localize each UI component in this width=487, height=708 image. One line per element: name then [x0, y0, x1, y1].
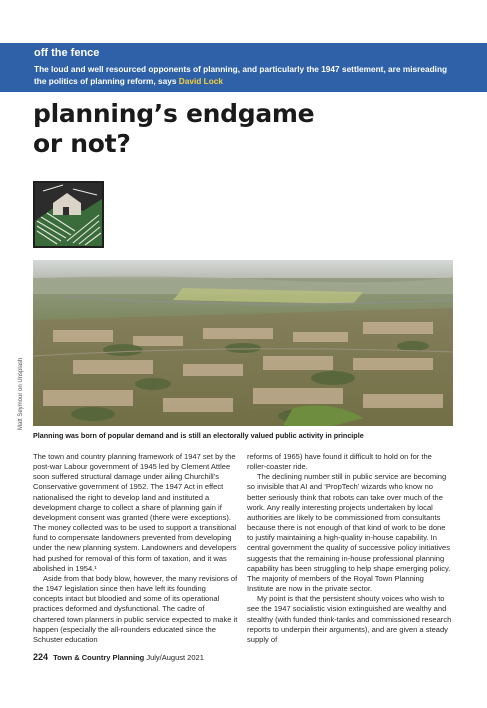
author-name: David Lock: [178, 76, 224, 86]
section-banner: [0, 43, 487, 92]
aerial-town-photo: [33, 260, 453, 426]
article-headline: [33, 99, 314, 159]
page-number: 224: [33, 652, 49, 662]
issue-date: July/August 2021: [146, 653, 204, 662]
paragraph: reforms of 1965) have found it difficult to hold on for the roller-coaster ride.: [247, 452, 432, 472]
body-column-left: [33, 452, 238, 645]
page-footer: [33, 652, 204, 662]
standfirst-text: The loud and well resourced opponents of planning, and particularly the 1947 settlement, are misreading the politics of planning reform, says: [34, 64, 448, 86]
standfirst: [34, 63, 454, 87]
photo-credit: Matt Seymour on Unsplash: [18, 357, 24, 430]
photo-caption: Planning was born of popular demand and is still an electorally valued public activity in principle: [33, 431, 364, 440]
body-column-right: [247, 452, 452, 645]
paragraph: The town and country planning framework of 1947 set by the post-war Labour government of 1945 led by Clement Attlee soon suffered structural damage under ailing Churchill’s Conservative government of 1952. The 1947 Act in effect nationalised the right to develop land and instituted a development charge to collect a share of planning gain if development consent was granted (there were exceptions). The money collected was to be used to support a transitional fund to compensate landowners prevented from developing under the new planning system. Landowners and developers had pushed for removal of this form of taxation, and it was abolished in 1954.¹: [33, 452, 237, 573]
paragraph: The declining number still in public service are becoming so invisible that AI and ‘PropTech’ wizards who know no better seriously think that robots can take over much of the work. Any really interesting projects undertaken by local authorities are likely to be commissioned from consultants because there is not enough of that kind of work to be done to justify maintaining a high-quality in-house capability. In central government the quality of successive policy initiatives suggests that the remaining in-house professional planning capability has been struggling to help shape emerging policy. The majority of members of the Royal Town Planning Institute are now in the private sector.: [247, 472, 451, 594]
headline-line-1: planning’s endgame: [33, 99, 315, 128]
section-kicker: off the fence: [34, 47, 100, 59]
headline-line-2: or not?: [33, 129, 131, 158]
paragraph: Aside from that body blow, however, the many revisions of the 1947 legislation since then have left its founding concepts intact but bloodied and some of its operational practices deformed and dysfunctional. The cadre of chartered town planners in public service expected to make it happen (especially the all-rounders educated since the Schuster education: [33, 573, 238, 644]
woodcut-illustration: [33, 181, 104, 248]
publication-name: Town & Country Planning: [53, 653, 145, 662]
paragraph: My point is that the persistent shouty voices who wish to see the 1947 socialistic vision extinguished are wealthy and stealthy (with funded think-tanks and commissioned research reports to underpin their arguments), and are given a steady supply of: [247, 594, 452, 644]
